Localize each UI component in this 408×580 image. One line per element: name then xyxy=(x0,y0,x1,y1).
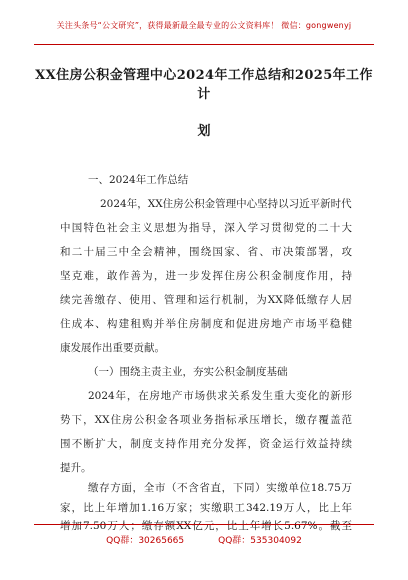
paragraph-line: 坚克难，敢作善为，进一步发挥住房公积金制度作用，持 xyxy=(60,270,352,282)
paragraph-line: 围不断扩大，制度支持作用充分发挥，资金运行效益持续 xyxy=(60,438,352,450)
paragraph-line: 2024年，XX住房公积金管理中心坚持以习近平新时代 xyxy=(100,198,352,210)
paragraph-line: 缴存方面，全市（不含省直，下同）实缴单位18.75万 xyxy=(88,482,352,494)
paragraph-line: 和二十届三中全会精神，围绕国家、省、市决策部署，攻 xyxy=(60,246,352,258)
paragraph-line: 增加7.50万人；缴存额XX亿元，比上年增长5.67%。截至 xyxy=(60,520,352,532)
paragraph-line: 住成本、构建租购并举住房制度和促进房地产市场平稳健 xyxy=(60,318,352,330)
section-heading: 一、2024年工作总结 xyxy=(88,174,189,186)
paragraph-line: 续完善缴存、使用、管理和运行机制，为XX降低缴存人居 xyxy=(60,294,352,306)
paragraph-line: 提升。 xyxy=(60,462,92,474)
subsection-heading: （一）围绕主责主业，夯实公积金制度基础 xyxy=(88,366,288,378)
footer-qq-group-2: QQ群：535304092 xyxy=(218,536,302,546)
paragraph-line: 势下，XX住房公积金各项业务指标承压增长，缴存覆盖范 xyxy=(60,414,352,426)
footer-qq-group-1: QQ群：30265665 xyxy=(106,536,185,546)
paragraph-line: 家，比上年增加1.16万家；实缴职工342.19万人，比上年 xyxy=(60,502,352,514)
footer-divider xyxy=(34,524,374,525)
paragraph-line: 康发展作出重要贡献。 xyxy=(60,342,165,354)
header-divider xyxy=(34,44,374,45)
header-note: 关注头条号“公文研究”，获得最新最全最专业的公文资料库！ 微信：gongwenyj xyxy=(56,21,352,30)
paragraph-line: 中国特色社会主义思想为指导，深入学习贯彻党的二十大 xyxy=(60,222,352,234)
document-title-continued: 划 xyxy=(197,124,211,139)
document-title: XX住房公积金管理中心2024年工作总结和2025年工作计 xyxy=(35,68,373,102)
footer xyxy=(0,533,408,546)
paragraph-line: 2024年，在房地产市场供求关系发生重大变化的新形 xyxy=(88,390,352,402)
